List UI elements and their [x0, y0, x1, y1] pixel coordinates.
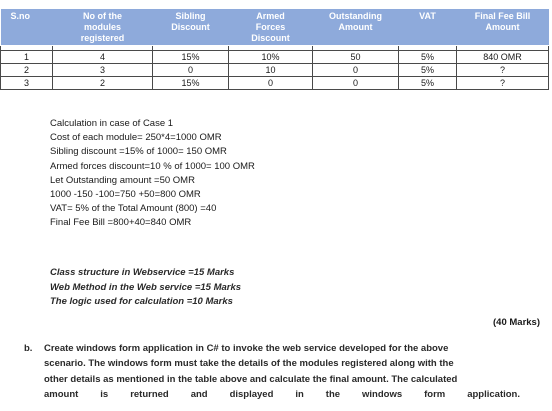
header-text: VAT: [419, 11, 436, 21]
table-row: [1, 51, 549, 64]
header-text: Forces: [255, 22, 286, 32]
table-cell: 50: [313, 51, 399, 64]
total-marks: (40 Marks): [493, 317, 540, 328]
header-text: Final Fee Bill: [474, 11, 531, 21]
header-sno: [1, 9, 53, 46]
calculation-line: Sibling discount =15% of 1000= 150 OMR: [50, 146, 227, 158]
header-text: Amount: [485, 22, 520, 32]
header-text: Discount: [251, 33, 290, 43]
table-cell: ?: [457, 64, 549, 77]
header-text: Sibling: [175, 11, 206, 21]
header-text: registered: [80, 33, 125, 43]
table-cell: 0: [153, 64, 229, 77]
calculation-block: [50, 117, 255, 231]
table-cell: ?: [457, 77, 549, 90]
table-cell: 4: [53, 51, 153, 64]
header-vat: [399, 9, 457, 46]
calculation-line: Cost of each module= 250*4=1000 OMR: [50, 132, 222, 144]
table-cell: 0: [313, 77, 399, 90]
table-header-row: [1, 9, 549, 46]
header-text: Amount: [338, 22, 373, 32]
question-line: other details as mentioned in the table above and calculate the final amount. The calculated: [44, 373, 458, 385]
header-sibling-discount: [153, 9, 229, 46]
table-cell: 1: [1, 51, 53, 64]
table-cell: 10: [229, 64, 313, 77]
table-cell: 0: [229, 77, 313, 90]
table-cell: 15%: [153, 77, 229, 90]
table-cell: 5%: [399, 77, 457, 90]
header-text: No of the: [83, 11, 122, 21]
question-line: Create windows form application in C# to invoke the web service developed for the above: [44, 343, 449, 354]
calculation-line: Calculation in case of Case 1: [50, 118, 174, 129]
table-cell: 2: [53, 77, 153, 90]
header-text: Outstanding: [329, 11, 382, 21]
header-final-fee: [457, 9, 549, 46]
header-text: Discount: [171, 22, 210, 32]
calculation-line: Let Outstanding amount =50 OMR: [50, 174, 195, 186]
marks-breakdown: [50, 266, 241, 310]
table-cell: 5%: [399, 51, 457, 64]
table-cell: 0: [313, 64, 399, 77]
marks-line: Web Method in the Web service =15 Marks: [50, 281, 242, 293]
question-label: b.: [24, 343, 33, 354]
header-text: S.no: [10, 11, 30, 21]
question-body: [44, 341, 520, 402]
header-text: modules: [83, 22, 121, 32]
table-cell: 5%: [399, 64, 457, 77]
header-modules: [53, 9, 153, 46]
table-row: [1, 64, 549, 77]
marks-line: The logic used for calculation =10 Marks: [50, 296, 233, 308]
header-outstanding-amount: [313, 9, 399, 46]
calculation-line: Armed forces discount=10 % of 1000= 100 OMR: [50, 160, 255, 172]
table-cell: 3: [53, 64, 153, 77]
fee-table: [0, 8, 549, 90]
table-cell: 2: [1, 64, 53, 77]
table-cell: 15%: [153, 51, 229, 64]
header-text: Armed: [256, 11, 285, 21]
table-cell: 10%: [229, 51, 313, 64]
table-cell: 840 OMR: [457, 51, 549, 64]
question-b: [24, 341, 520, 402]
header-armed-forces-discount: [229, 9, 313, 46]
question-line: scenario. The windows form must take the details of the modules registered along with the: [44, 358, 454, 370]
calculation-line: 1000 -150 -100=750 +50=800 OMR: [50, 189, 201, 201]
calculation-line: VAT= 5% of the Total Amount (800) =40: [50, 203, 217, 215]
calculation-line: Final Fee Bill =800+40=840 OMR: [50, 217, 192, 229]
marks-line: Class structure in Webservice =15 Marks: [50, 267, 235, 278]
table-cell: 3: [1, 77, 53, 90]
question-line: amount is returned and displayed in the windows form application.: [44, 388, 520, 400]
table-row: [1, 77, 549, 90]
